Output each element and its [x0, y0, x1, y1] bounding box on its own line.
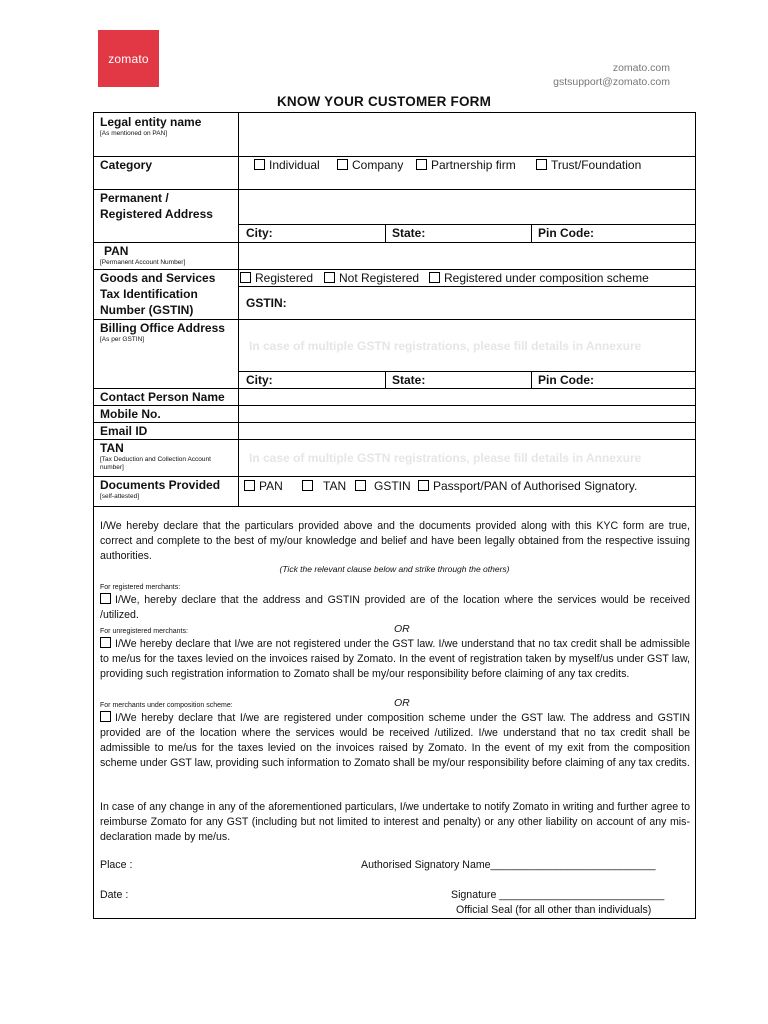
checkbox-icon[interactable]	[302, 480, 313, 491]
cell-divider	[385, 224, 386, 242]
unregistered-text: I/We hereby declare that I/we are not registered under the GST law. I/we understand that no tax credit shall be admissible to me/us for the taxes levied on the invoices raised by Zomato. In the event of registration taken by myself/us under GST law, providing such registration information to Zomato shall be my/our responsibility before claiming of any tax credits.	[100, 638, 690, 680]
pan-label-text: PAN	[104, 244, 129, 258]
row-divider	[94, 156, 695, 157]
checkbox-icon[interactable]	[536, 159, 547, 170]
pan-sub: [Permanent Account Number]	[100, 259, 186, 266]
gst-option-not-registered[interactable]	[324, 271, 419, 285]
legal-entity-sub: [As mentioned on PAN]	[100, 130, 168, 137]
registered-text: I/We, hereby declare that the address and GSTIN provided are of the location where the services would be received /utilized.	[100, 594, 690, 621]
logo-text: zomato	[108, 51, 149, 66]
checkbox-icon[interactable]	[244, 480, 255, 491]
registered-clause[interactable]	[100, 593, 690, 623]
composition-heading: For merchants under composition scheme:	[100, 702, 233, 709]
option-label: GSTIN	[374, 479, 411, 493]
checkbox-icon[interactable]	[337, 159, 348, 170]
tick-note: (Tick the relevant clause below and strike through the others)	[279, 564, 510, 574]
billing-pin[interactable]: Pin Code:	[538, 373, 594, 387]
option-label: Individual	[269, 158, 320, 172]
billing-placeholder[interactable]: In case of multiple GSTN registrations, please fill details in Annexure	[249, 339, 642, 353]
date-field[interactable]: Date :	[100, 889, 129, 901]
category-option-trust[interactable]	[536, 158, 641, 172]
category-option-company[interactable]	[337, 158, 403, 172]
documents-sub: [self-attested]	[100, 493, 140, 500]
composition-clause[interactable]	[100, 711, 690, 771]
doc-option-passport[interactable]	[418, 479, 637, 493]
doc-option-gstin[interactable]	[355, 479, 411, 493]
pan-label	[100, 243, 186, 267]
or-separator: OR	[394, 623, 410, 635]
option-label: Not Registered	[339, 271, 420, 285]
checkbox-icon[interactable]	[100, 593, 111, 604]
contact-person-label: Contact Person Name	[100, 390, 225, 404]
gstin-field[interactable]: GSTIN:	[246, 296, 287, 310]
row-divider	[238, 371, 695, 372]
category-option-partnership[interactable]	[416, 158, 516, 172]
option-label: TAN	[323, 479, 347, 493]
billing-city[interactable]: City:	[246, 373, 273, 387]
row-divider	[238, 286, 695, 287]
tan-label-text: TAN	[100, 441, 124, 455]
legal-entity-label-text: Legal entity name	[100, 115, 202, 129]
tan-label	[100, 440, 225, 472]
label-column-divider	[238, 113, 239, 506]
option-label: Partnership firm	[431, 158, 516, 172]
category-label: Category	[100, 158, 153, 172]
composition-text: I/We hereby declare that I/we are registered under composition scheme under the GST law. The address and GSTIN provided are of the location where the services would be received /utilized. I/we understand that no tax credit shall be admissible to me/us for the taxes levied on the invoices raised by Zomato. In the event of my exit from the composition scheme under GST law, providing such information to Zomato shall be my/our responsibility before claiming of any tax credits.	[100, 712, 690, 769]
row-divider	[238, 224, 695, 225]
documents-label-text: Documents Provided	[100, 478, 221, 492]
doc-option-tan[interactable]	[302, 479, 346, 493]
option-label: Passport/PAN of Authorised Signatory.	[433, 479, 638, 493]
email-field[interactable]	[239, 423, 695, 439]
kyc-form	[93, 112, 696, 919]
gstin-label: Goods and Services Tax Identification Number (GSTIN)	[100, 271, 216, 317]
checkbox-icon[interactable]	[100, 711, 111, 722]
legal-entity-field[interactable]	[239, 113, 695, 156]
or-separator: OR	[394, 697, 410, 709]
address-city[interactable]: City:	[246, 226, 273, 240]
address-state[interactable]: State:	[392, 226, 426, 240]
zomato-logo	[98, 30, 159, 87]
row-divider	[94, 506, 695, 507]
website-text: zomato.com	[612, 62, 670, 74]
address-label: Permanent / Registered Address	[100, 191, 213, 221]
declaration-intro: I/We hereby declare that the particulars provided above and the documents provided along with this KYC form are true, correct and complete to the best of my/our knowledge and belief and have been legally obtained from the respective issuing authorities.	[100, 520, 690, 562]
contact-block	[553, 61, 670, 89]
unregistered-clause[interactable]	[100, 637, 690, 682]
doc-option-pan[interactable]	[244, 479, 283, 493]
form-title: KNOW YOUR CUSTOMER FORM	[276, 94, 492, 109]
signature-field[interactable]: Signature ____________________________	[451, 889, 665, 901]
option-label: Registered under composition scheme	[444, 271, 649, 285]
pan-field[interactable]	[239, 243, 695, 269]
gst-option-composition[interactable]	[429, 271, 649, 285]
tan-sub: [Tax Deduction and Collection Account number]	[100, 456, 211, 471]
category-option-individual[interactable]	[254, 158, 320, 172]
mobile-field[interactable]	[239, 406, 695, 422]
option-label: Trust/Foundation	[551, 158, 642, 172]
checkbox-icon[interactable]	[240, 272, 251, 283]
official-seal-note: Official Seal (for all other than individuals)	[456, 904, 652, 916]
gst-option-registered[interactable]	[240, 271, 313, 285]
place-field[interactable]: Place :	[100, 859, 133, 871]
option-label: PAN	[259, 479, 283, 493]
billing-label-text: Billing Office Address	[100, 321, 225, 335]
support-email: gstsupport@zomato.com	[553, 76, 670, 88]
checkbox-icon[interactable]	[254, 159, 265, 170]
cell-divider	[531, 224, 532, 242]
billing-state[interactable]: State:	[392, 373, 426, 387]
checkbox-icon[interactable]	[429, 272, 440, 283]
checkbox-icon[interactable]	[416, 159, 427, 170]
option-label: Company	[352, 158, 404, 172]
legal-entity-label	[100, 114, 201, 138]
cell-divider	[531, 371, 532, 388]
mobile-label: Mobile No.	[100, 407, 161, 421]
contact-person-field[interactable]	[239, 389, 695, 405]
documents-label	[100, 477, 220, 501]
unregistered-heading: For unregistered merchants:	[100, 628, 188, 635]
checkbox-icon[interactable]	[418, 480, 429, 491]
change-clause: In case of any change in any of the aforementioned particulars, I/we undertake to notify Zomato in writing and further agree to reimburse Zomato for any GST (including but not limited to interest and penalty) or any other liability on account of any mis-declaration made by me/us.	[100, 801, 690, 843]
email-label: Email ID	[100, 424, 148, 438]
auth-signatory-name[interactable]: Authorised Signatory Name____________________________	[361, 859, 656, 871]
billing-label	[100, 320, 225, 344]
checkbox-icon[interactable]	[324, 272, 335, 283]
checkbox-icon[interactable]	[100, 637, 111, 648]
address-pin[interactable]: Pin Code:	[538, 226, 594, 240]
cell-divider	[385, 371, 386, 388]
tan-placeholder[interactable]: In case of multiple GSTN registrations, please fill details in Annexure	[249, 451, 642, 465]
option-label: Registered	[255, 271, 314, 285]
checkbox-icon[interactable]	[355, 480, 366, 491]
billing-sub: [As per GSTIN]	[100, 336, 145, 343]
registered-heading: For registered merchants:	[100, 584, 181, 591]
